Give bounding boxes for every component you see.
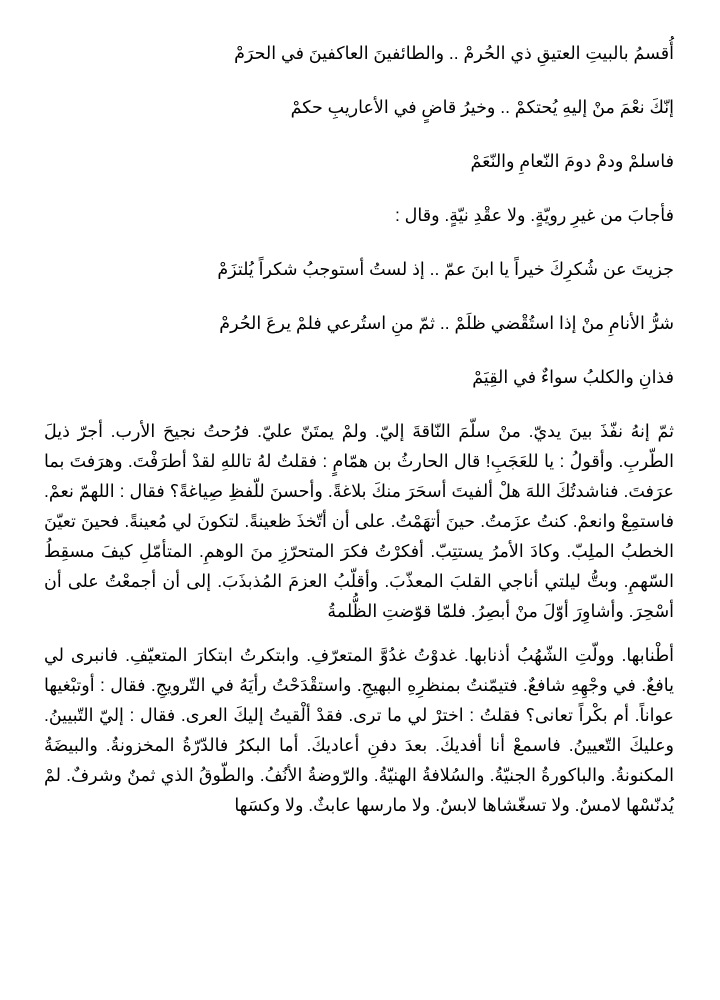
poem-line-7: فذانِ والكلبُ سواءٌ في القِيَمْ bbox=[472, 367, 674, 387]
poem-line-1: أُقسمُ بالبيتِ العتيقِ ذي الحُرمْ .. والطائفينَ العاكفينَ في الحرَمْ bbox=[234, 43, 674, 63]
document-page bbox=[44, 38, 674, 820]
poem-line-2: إنّكَ نعْمَ منْ إليهِ يُحتكمْ .. وخيرُ قاضٍ في الأعاريبِ حكمْ bbox=[290, 97, 674, 117]
prose-paragraph-2: أطْنابها. وولّتِ الشّهُبُ أذنابها. غدوْتُ غدُوَّ المتعرّفِ. وابتكرتُ ابتكارَ المتعيّفِ. فانبرى لي يافعٌ. في وجْهِهِ شافعٌ. فتيمّنتُ بمنظرِهِ البهيجِ. واستقْدَحْتُ رأيَهُ في التّرويجِ. فقال : أوتبْغيها عواناً. أم بكْراً تعانى؟ فقلتُ : اخترْ لي ما ترى. فقدْ ألْقيتُ إليكَ العرى. فقال : إليّ التّبيينُ. وعليكَ التّعيينُ. فاسمعْ أنا أفديكَ. بعدَ دفنِ أعاديكَ. أما البكرُ فالدّرّةُ المخزونةُ. والبيضَةُ المكنونةُ. والباكورةُ الجنيّةُ. والسُلافةُ الهنيّةُ. والرّوضةُ الأنُفُ. والطّوقُ الذي ثمنٌ وشرفٌ. لمْ يُدنّسْها لامسٌ. ولا تسغّشاها لابسٌ. ولا مارسها عابثٌ. ولا وكسَها bbox=[44, 645, 674, 815]
poem-line-5: جزيتَ عن شُكرِكَ خيراً يا ابنَ عمّ .. إذ لستُ أستوجبُ شكراً يُلتزَمْ bbox=[217, 259, 674, 279]
prose-paragraph-1: ثمّ إنهُ نفّذَ بينَ يديّ. منْ سلّمَ النّاقةَ إليّ. ولمْ يمتَنّ عليّ. فرُحتُ نجيحَ الأرب. أجرّ ذيلَ الطّربِ. وأقولُ : يا للعَجَبِ! قال الحارثُ بن همّامٍ : فقلتُ لهُ تاللهِ لقدْ أطرَفْتَ. وهرَفتَ بما عرَفتَ. فناشدتُكَ اللهَ هلْ ألفيتَ أسحَرَ منكَ بلاغةً. وأحسنَ للّفظِ صِياغةً؟ فقال : اللهمّ نعمْ. فاستمِعْ وانعمْ. كنتُ عزَمتُ. حينَ أتهَمْتُ. على أن أتّخذَ ظعينةً. لتكونَ لي مُعينةً. فحينَ تعيّنَ الخطبُ الملِبّ. وكادَ الأمرُ يستتِبّ. أفكرْتُ فكرَ المتحرّزِ منَ الوهمِ. المتأمّلِ كيفَ مسقِطُ السّهمِ. وبتُّ ليلتي أناجي القلبَ المعذّبَ. وأقلّبُ العزمَ المُذبذَبَ. إلى أن أجمعْتُ على أن أسْحِرَ. وأشاوِرَ أوّلَ منْ أبصِرُ. فلمّا قوّضتِ الظُّلمةُ bbox=[44, 421, 674, 621]
poem-line-3: فاسلمْ ودمْ دومَ النّعامِ والنّعَمْ bbox=[470, 151, 674, 171]
narration-line: فأجابَ من غيرِ رويّةٍ. ولا عقْدِ نيّةٍ. وقال : bbox=[394, 205, 674, 225]
poem-line-6: شرُّ الأنامِ منْ إذا استُقْضي ظلَمْ .. ثمّ منِ استُرعي فلمْ يرعَ الحُرمْ bbox=[219, 313, 674, 333]
